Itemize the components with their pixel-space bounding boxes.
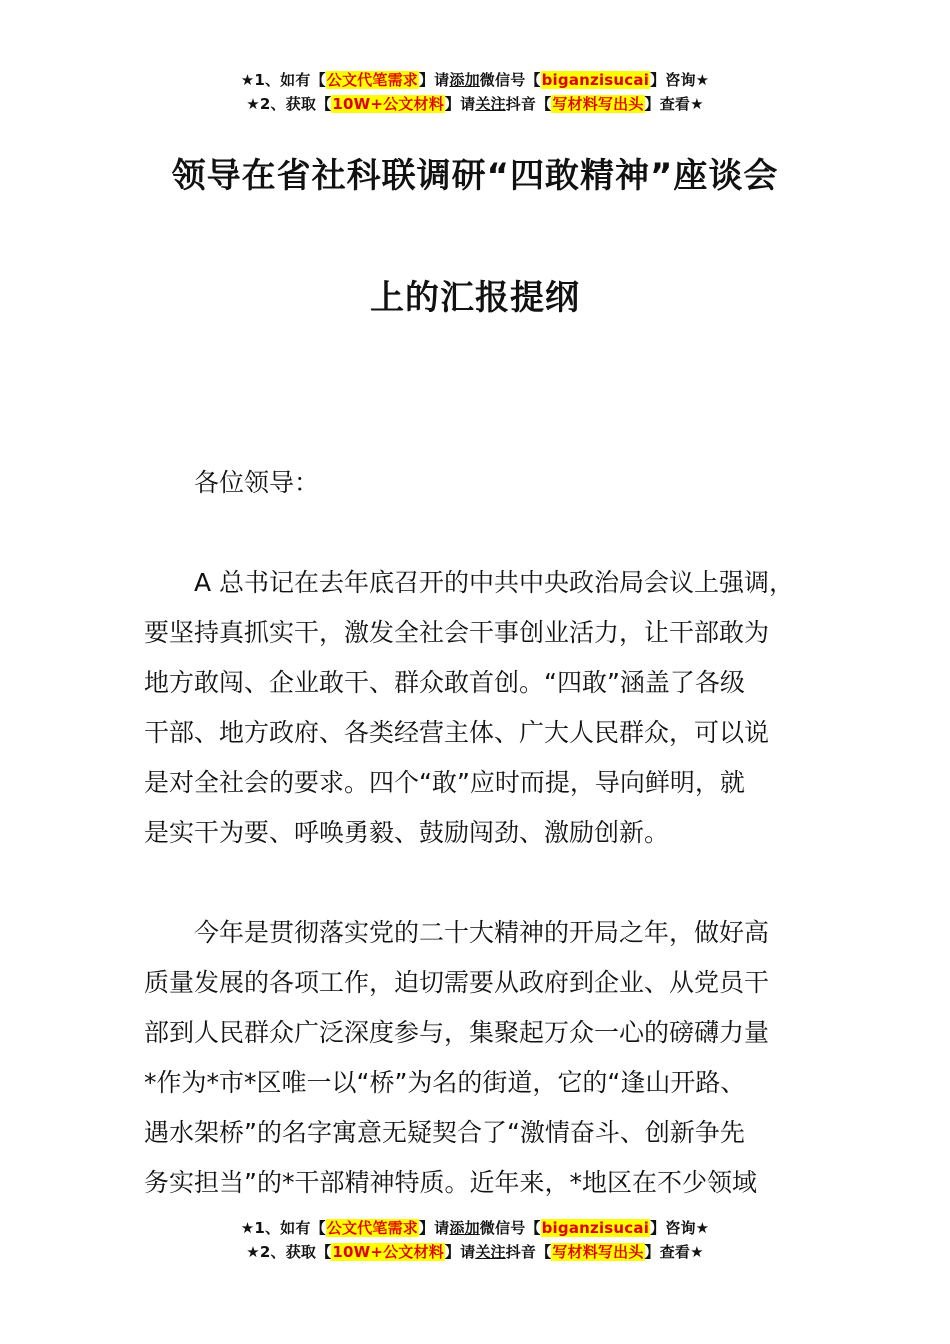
banner-text: 】请 (418, 71, 450, 89)
paragraph-line: *作为*市*区唯一以“桥”为名的街道，它的“逢山开路、 (144, 1068, 746, 1097)
banner-highlight: 10W+公文材料 (332, 1243, 444, 1261)
banner-douyin-id: 写材料写出头 (552, 95, 644, 113)
banner-line-1 (0, 68, 950, 92)
banner-underlined-text: 关注 (475, 1243, 506, 1261)
banner-text: 】请 (444, 1243, 476, 1261)
paragraph-line: 部到人民群众广泛深度参与，集聚起万众一心的磅礴力量 (144, 1018, 770, 1047)
paragraph-line: 是对全社会的要求。四个“敢”应时而提，导向鲜明，就 (144, 768, 745, 797)
document-title-line-1: 领导在省社科联调研“四敢精神”座谈会 (171, 156, 779, 196)
banner-text: ★1、如有【 (240, 1219, 326, 1237)
banner-line-1 (0, 1216, 950, 1240)
header-banner (0, 68, 950, 116)
banner-text: ★1、如有【 (240, 71, 326, 89)
banner-text: 微信号【 (479, 1219, 541, 1237)
paragraph-line: 今年是贯彻落实党的二十大精神的开局之年，做好高 (194, 918, 770, 947)
banner-text: 抖音【 (505, 95, 552, 113)
banner-line-2 (0, 92, 950, 116)
banner-line-2 (0, 1240, 950, 1264)
banner-underlined-text: 添加 (449, 71, 480, 89)
paragraph-2 (144, 908, 808, 1208)
paragraph-line: A 总书记在去年底召开的中共中央政治局会议上强调， (194, 568, 795, 597)
paragraph-line: 务实担当”的*干部精神特质。近年来，*地区在不少领域 (144, 1168, 757, 1197)
banner-text: ★2、获取【 (246, 1243, 332, 1261)
banner-wechat-id: biganzisucai (541, 1219, 650, 1237)
banner-underlined-text: 关注 (475, 95, 506, 113)
paragraph-line: 地方敢闯、企业敢干、群众敢首创。“四敢”涵盖了各级 (144, 668, 745, 697)
paragraph-1 (144, 558, 808, 858)
paragraph-line: 质量发展的各项工作，迫切需要从政府到企业、从党员干 (144, 968, 770, 997)
banner-text: ★2、获取【 (246, 95, 332, 113)
banner-text: 】查看★ (644, 1243, 704, 1261)
banner-underlined-text: 添加 (449, 1219, 480, 1237)
paragraph-line: 是实干为要、呼唤勇毅、鼓励闯劲、激励创新。 (144, 818, 670, 847)
banner-wechat-id: biganzisucai (541, 71, 650, 89)
banner-highlight: 10W+公文材料 (332, 95, 444, 113)
salutation: 各位领导： (194, 468, 320, 497)
banner-douyin-id: 写材料写出头 (552, 1243, 644, 1261)
footer-banner (0, 1216, 950, 1264)
banner-text: 】咨询★ (650, 1219, 710, 1237)
document-title-line-2: 上的汇报提纲 (370, 278, 580, 318)
banner-highlight: 公文代笔需求 (326, 1219, 418, 1237)
banner-text: 】查看★ (644, 95, 704, 113)
banner-text: 抖音【 (505, 1243, 552, 1261)
banner-text: 】咨询★ (650, 71, 710, 89)
banner-text: 】请 (444, 95, 476, 113)
banner-text: 】请 (418, 1219, 450, 1237)
paragraph-line: 干部、地方政府、各类经营主体、广大人民群众，可以说 (144, 718, 770, 747)
paragraph-line: 要坚持真抓实干，激发全社会干事创业活力，让干部敢为 (144, 618, 770, 647)
banner-highlight: 公文代笔需求 (326, 71, 418, 89)
paragraph-line: 遇水架桥”的名字寓意无疑契合了“激情奋斗、创新争先 (144, 1118, 745, 1147)
banner-text: 微信号【 (479, 71, 541, 89)
